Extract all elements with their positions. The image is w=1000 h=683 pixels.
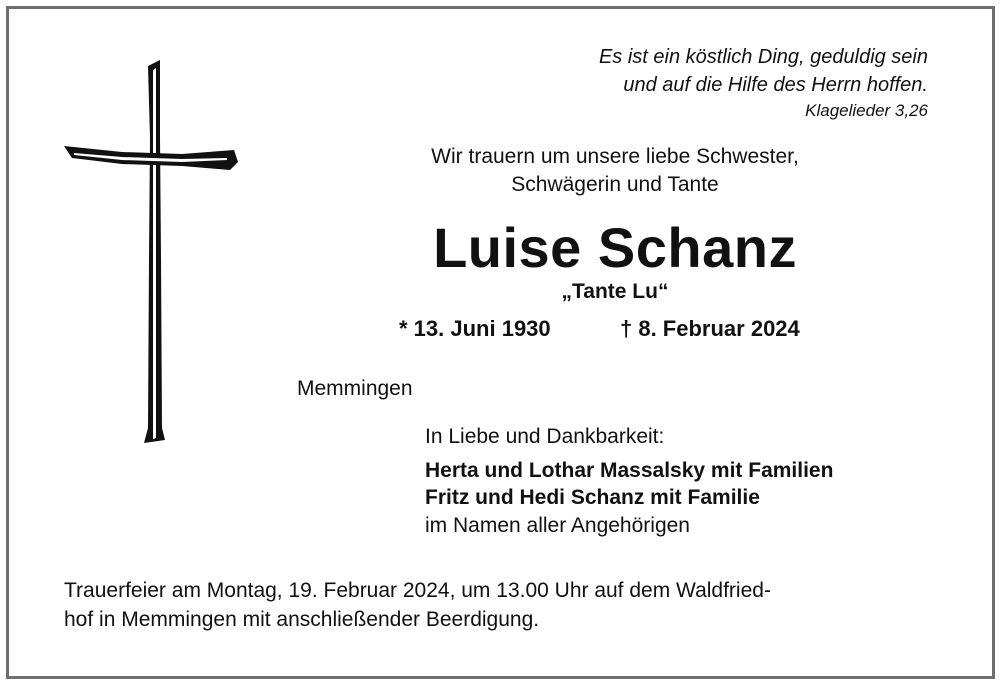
bible-quote: [599, 43, 928, 99]
mourner-family-2: Fritz und Hedi Schanz mit Familie: [425, 486, 760, 509]
quote-line-2: und auf die Hilfe des Herrn hoffen.: [623, 74, 928, 96]
service-line-2: hof in Memmingen mit anschließender Beerdigung.: [64, 608, 540, 631]
death-date: † 8. Februar 2024: [620, 316, 800, 341]
mourners-others: im Namen aller Angehörigen: [425, 514, 690, 537]
deceased-nickname: „Tante Lu“: [561, 280, 669, 303]
intro-line-1: Wir trauern um unsere liebe Schwester,: [431, 145, 799, 168]
birth-date: * 13. Juni 1930: [399, 316, 551, 341]
mourning-intro: [320, 143, 910, 199]
deceased-name: Luise Schanz: [433, 216, 797, 279]
place: Memmingen: [297, 377, 413, 400]
mourner-family-1: Herta und Lothar Massalsky mit Familien: [425, 459, 834, 482]
intro-line-2: Schwägerin und Tante: [511, 173, 719, 196]
funeral-service-info: [64, 576, 944, 634]
cross-icon: [62, 58, 242, 448]
service-line-1: Trauerfeier am Montag, 19. Februar 2024, um 13.00 Uhr auf dem Waldfried-: [64, 579, 771, 602]
mourners-intro: In Liebe und Dankbarkeit:: [425, 425, 665, 448]
quote-line-1: Es ist ein köstlich Ding, geduldig sein: [598, 46, 928, 68]
quote-source: Klagelieder 3,26: [805, 101, 928, 120]
